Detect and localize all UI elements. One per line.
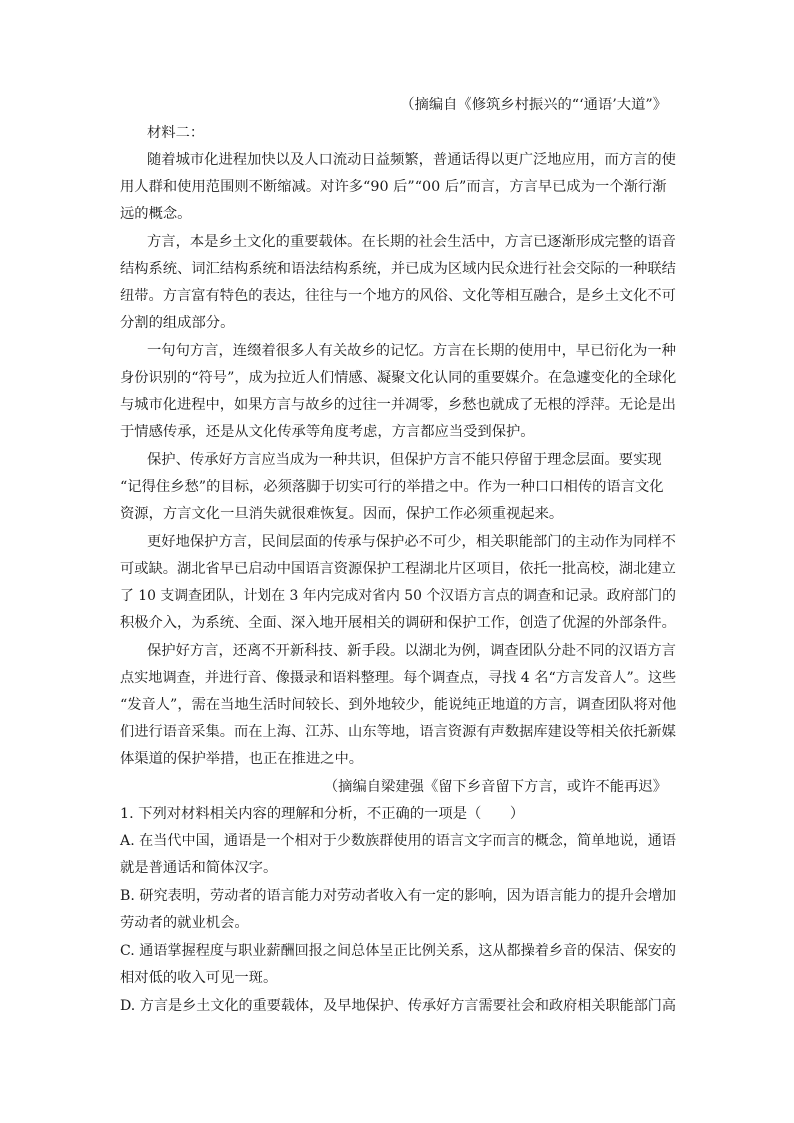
- paragraph-line: 与城市化进程中，如果方言与故乡的过往一并凋零，乡愁也就成了无根的浮萍。无论是出: [120, 397, 676, 413]
- paragraph-line: 点实地调查，并进行音、像摄录和语料整理。每个调查点，寻找 4 名“方言发音人”。这些: [120, 670, 677, 686]
- option-c-line: C. 通语掌握程度与职业薪酬回报之间总体呈正比例关系，这从都操着乡音的保洁、保安的: [120, 943, 677, 959]
- option-a-line: 就是普通话和简体汉字。: [120, 860, 278, 876]
- paragraph-line: 们进行语音采集。而在上海、江苏、山东等地，语言资源有声数据库建设等相关依托新媒: [120, 724, 676, 740]
- paragraph-line: 于情感传承，还是从文化传承等角度考虑，方言都应当受到保护。: [120, 424, 535, 440]
- paragraph-line: 纽带。方言富有特色的表达，往往与一个地方的风俗、文化等相互融合，是乡土文化不可: [120, 288, 676, 304]
- paragraph-line: 可或缺。湖北省早已启动中国语言资源保护工程湖北片区项目，依托一批高校，湖北建立: [120, 561, 676, 577]
- paragraph-line: 保护好方言，还离不开新科技、新手段。以湖北为例，调查团队分赴不同的汉语方言: [147, 643, 676, 659]
- paragraph-line: 结构系统、词汇结构系统和语法结构系统，并已成为区域内民众进行社会交际的一种联结: [120, 261, 676, 277]
- option-b-line: 劳动者的就业机会。: [120, 915, 249, 931]
- source-citation-1: （摘编自《修筑乡村振兴的“‘通语’大道”》: [400, 97, 667, 113]
- paragraph-line: 了 10 支调查团队，计划在 3 年内完成对省内 50 个汉语方言点的调查和记录。政府部门的: [120, 588, 676, 604]
- paragraph-line: “记得住乡愁”的目标，必须落脚于切实可行的举措之中。作为一种口口相传的语言文化: [120, 479, 664, 495]
- paragraph-line: 体渠道的保护举措，也正在推进之中。: [120, 751, 364, 767]
- source-citation-2: （摘编自梁建强《留下乡音留下方言，或许不能再迟》: [323, 779, 667, 795]
- question-stem: 1. 下列对材料相关内容的理解和分析，不正确的一项是（ ）: [120, 806, 525, 822]
- section-heading: 材料二：: [147, 125, 205, 141]
- option-a-line: A. 在当代中国，通语是一个相对于少数族群使用的语言文字而言的概念，简单地说，通语: [120, 833, 676, 849]
- option-c-line: 相对低的收入可见一斑。: [120, 970, 278, 986]
- paragraph-line: 更好地保护方言，民间层面的传承与保护必不可少，相关职能部门的主动作为同样不: [147, 534, 676, 550]
- option-d-line: D. 方言是乡土文化的重要载体，及早地保护、传承好方言需要社会和政府相关职能部门高: [120, 998, 677, 1014]
- option-b-line: B. 研究表明，劳动者的语言能力对劳动者收入有一定的影响，因为语言能力的提升会增加: [120, 888, 677, 904]
- paragraph-line: 分割的组成部分。: [120, 315, 235, 331]
- paragraph-line: 一句句方言，连缀着很多人有关故乡的记忆。方言在长期的使用中，早已衍化为一种: [147, 343, 676, 359]
- paragraph-line: 资源，方言文化一旦消失就很难恢复。因而，保护工作必须重视起来。: [120, 506, 564, 522]
- paragraph-line: 用人群和使用范围则不断缩减。对许多“90 后”“00 后”而言，方言早已成为一个渐行渐: [120, 179, 667, 195]
- paragraph-line: 保护、传承好方言应当成为一种共识，但保护方言不能只停留于理念层面。要实现: [147, 452, 662, 468]
- paragraph-line: 方言，本是乡土文化的重要载体。在长期的社会生活中，方言已逐渐形成完整的语音: [147, 234, 676, 250]
- paragraph-line: 远的概念。: [120, 206, 192, 222]
- paragraph-line: 身份识别的“符号”，成为拉近人们情感、凝聚文化认同的重要媒介。在急遽变化的全球化: [120, 370, 677, 386]
- paragraph-line: 随着城市化进程加快以及人口流动日益频繁，普通话得以更广泛地应用，而方言的使: [147, 152, 676, 168]
- paragraph-line: 积极介入，为系统、全面、深入地开展相关的调研和保护工作，创造了优渥的外部条件。: [120, 615, 676, 631]
- paragraph-line: “发音人”，需在当地生活时间较长、到外地较少，能说纯正地道的方言，调查团队将对他: [120, 697, 677, 713]
